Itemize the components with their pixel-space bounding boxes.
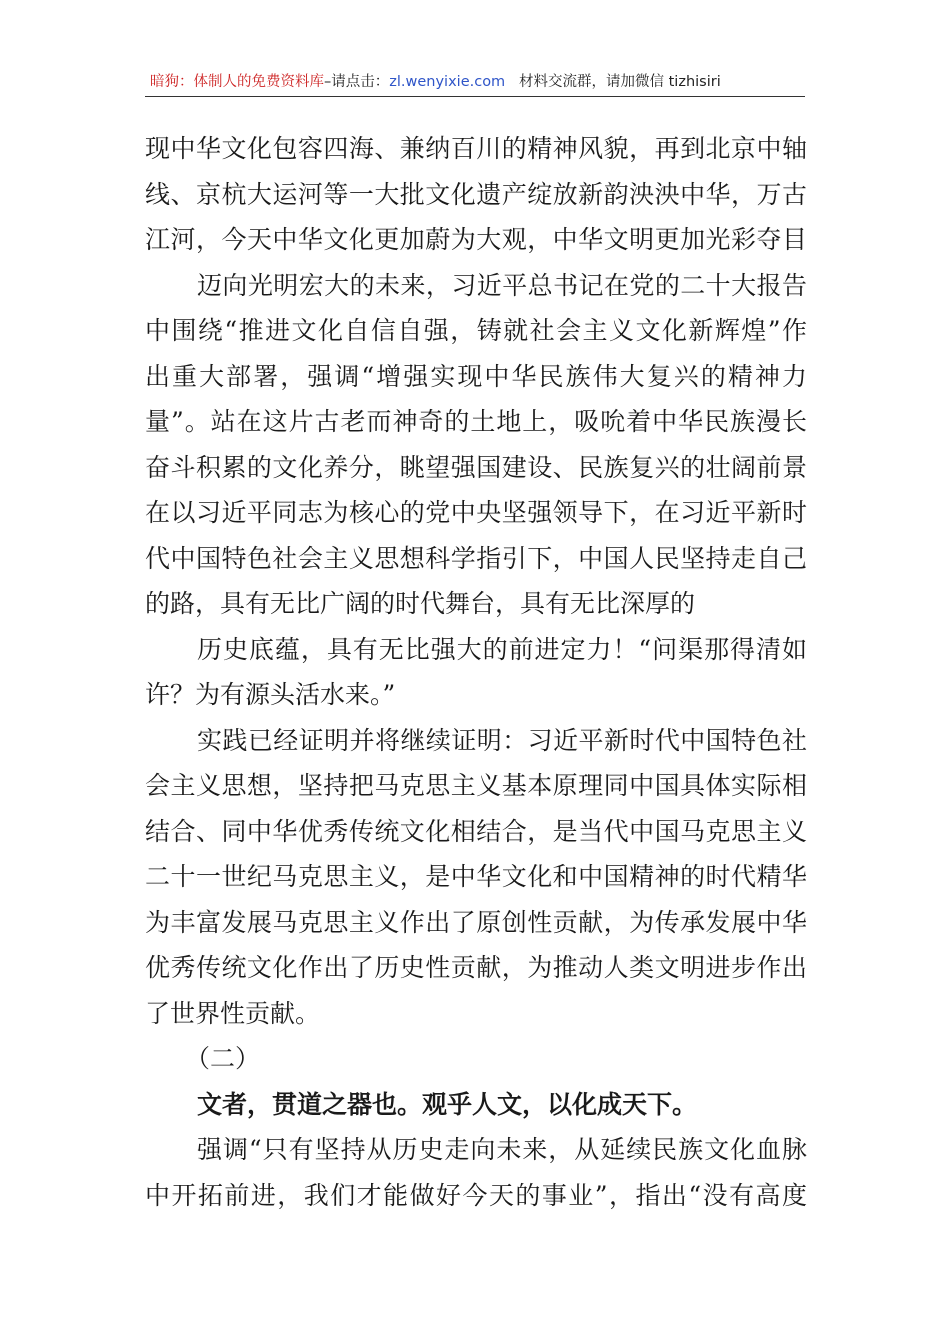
text-line: 的路，具有无比广阔的时代舞台，具有无比深厚的 [145,589,696,618]
header-site-name: 暗狗：体制人的免费资料库 [150,74,324,90]
text-line: 在以习近平同志为核心的党中央坚强领导下，在习近平新时 [145,498,807,527]
text-line: 了世界性贡献。 [145,998,321,1028]
text-line: 为丰富发展马克思主义作出了原创性贡献，为传承发展中华 [145,907,807,937]
text-line: 现中华文化包容四海、兼纳百川的精神风貌，再到北京中轴 [145,134,807,163]
text-line: 二十一世纪马克思主义，是中华文化和中国精神的时代精华 [145,862,807,891]
section-number: （二） [185,1044,261,1073]
text-line: 会主义思想，坚持把马克思主义基本原理同中国具体实际相 [145,771,807,800]
text-line: 江河，今天中华文化更加蔚为大观，中华文明更加光彩夺目 [145,225,807,254]
text-line: 代中国特色社会主义思想科学指引下，中国人民坚持走自己 [145,543,807,573]
text-line: 出重大部署，强调“增强实现中华民族伟大复兴的精神力 [145,361,807,391]
text-line: 历史底蕴，具有无比强大的前进定力！“问渠那得清如 [197,634,807,664]
header-divider [145,96,805,97]
page-header [150,70,802,96]
text-line: 实践已经证明并将继续证明：习近平新时代中国特色社 [197,725,807,755]
text-line: 奋斗积累的文化养分，眺望强国建设、民族复兴的壮阔前景 [145,452,807,482]
text-line: 迈向光明宏大的未来，习近平总书记在党的二十大报告 [197,270,807,300]
text-line: 优秀传统文化作出了历史性贡献，为推动人类文明进步作出 [145,953,807,982]
section-heading: 文者，贯道之器也。观乎人文，以化成天下。 [197,1089,698,1119]
text-line: 许？为有源头活水来。” [145,680,396,709]
text-line: 中开拓前进，我们才能做好今天的事业”，指出“没有高度 [145,1180,807,1210]
text-line: 强调“只有坚持从历史走向未来，从延续民族文化血脉 [197,1135,807,1164]
text-line: 结合、同中华优秀传统文化相结合，是当代中国马克思主义 [145,816,807,846]
document-body [145,126,807,1218]
header-url-link[interactable]: zl.wenyixie.com [389,74,506,90]
text-line: 量”。站在这片古老而神奇的土地上，吸吮着中华民族漫长 [145,407,807,436]
header-group-info: 材料交流群，请加微信 tizhisiri [519,74,721,90]
text-line: 中围绕“推进文化自信自强，铸就社会主义文化新辉煌”作 [145,316,807,345]
header-prompt: –请点击： [324,74,390,90]
text-line: 线、京杭大运河等一大批文化遗产绽放新韵泱泱中华，万古 [145,179,807,209]
